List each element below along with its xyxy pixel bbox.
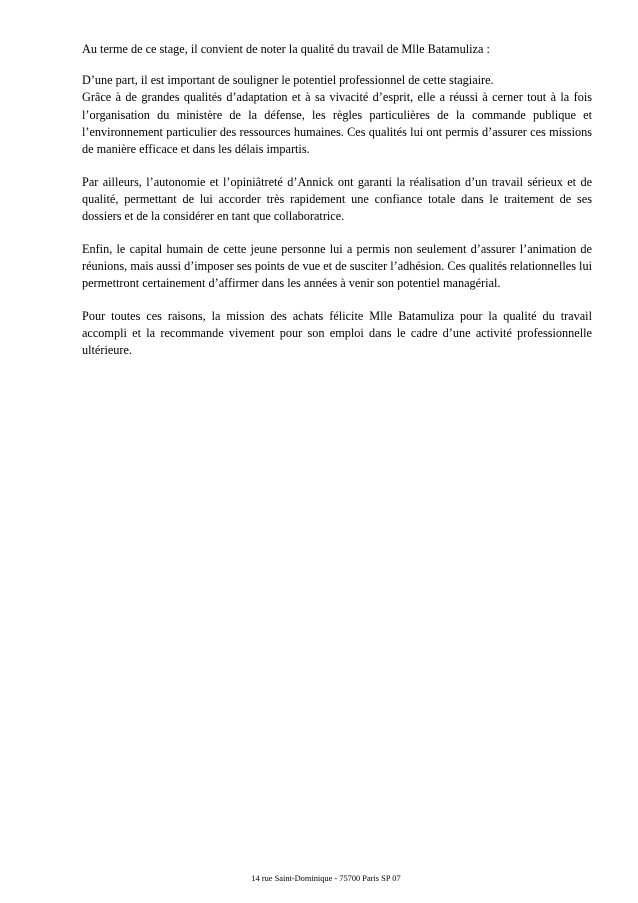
paragraph-autonomy: Par ailleurs, l’autonomie et l’opiniâtreté d’Annick ont garanti la réalisation d’un travail sérieux et de qualité, permettant de lui accorder très rapidement une confiance totale dans le traitement de ses dossiers et de la considérer en tant que collaboratrice.: [82, 174, 592, 224]
intro-sentence: Au terme de ce stage, il convient de noter la qualité du travail de Mlle Batamuliza :: [82, 42, 490, 56]
paragraph-human-capital: Enfin, le capital humain de cette jeune personne lui a permis non seulement d’assurer l’animation de réunions, mais aussi d’imposer ses points de vue et de susciter l’adhésion. Ces qualités relationnelles lui permettront certainement d’affirmer dans les années à venir son potentiel managérial.: [82, 241, 592, 291]
letter-body: [82, 41, 592, 375]
paragraph-potential-body: Grâce à de grandes qualités d’adaptation et à sa vivacité d’esprit, elle a réussi à cerner tout à la fois l’organisation du ministère de la défense, les règles particulières de la commande publique et l’environnement particulier des ressources humaines. Ces qualités lui ont permis d’assurer ces missions de manière efficace et dans les délais impartis.: [82, 90, 592, 157]
paragraph-conclusion: Pour toutes ces raisons, la mission des achats félicite Mlle Batamuliza pour la qualité du travail accompli et la recommande vivement pour son emploi dans le cadre d’une activité professionnelle ultérieure.: [82, 308, 592, 358]
paragraph-potential: [82, 72, 592, 158]
footer-address: 14 rue Saint-Dominique - 75700 Paris SP 07: [251, 874, 401, 883]
paragraph-potential-lead: D’une part, il est important de souligner le potentiel professionnel de cette stagiaire.: [82, 73, 494, 88]
